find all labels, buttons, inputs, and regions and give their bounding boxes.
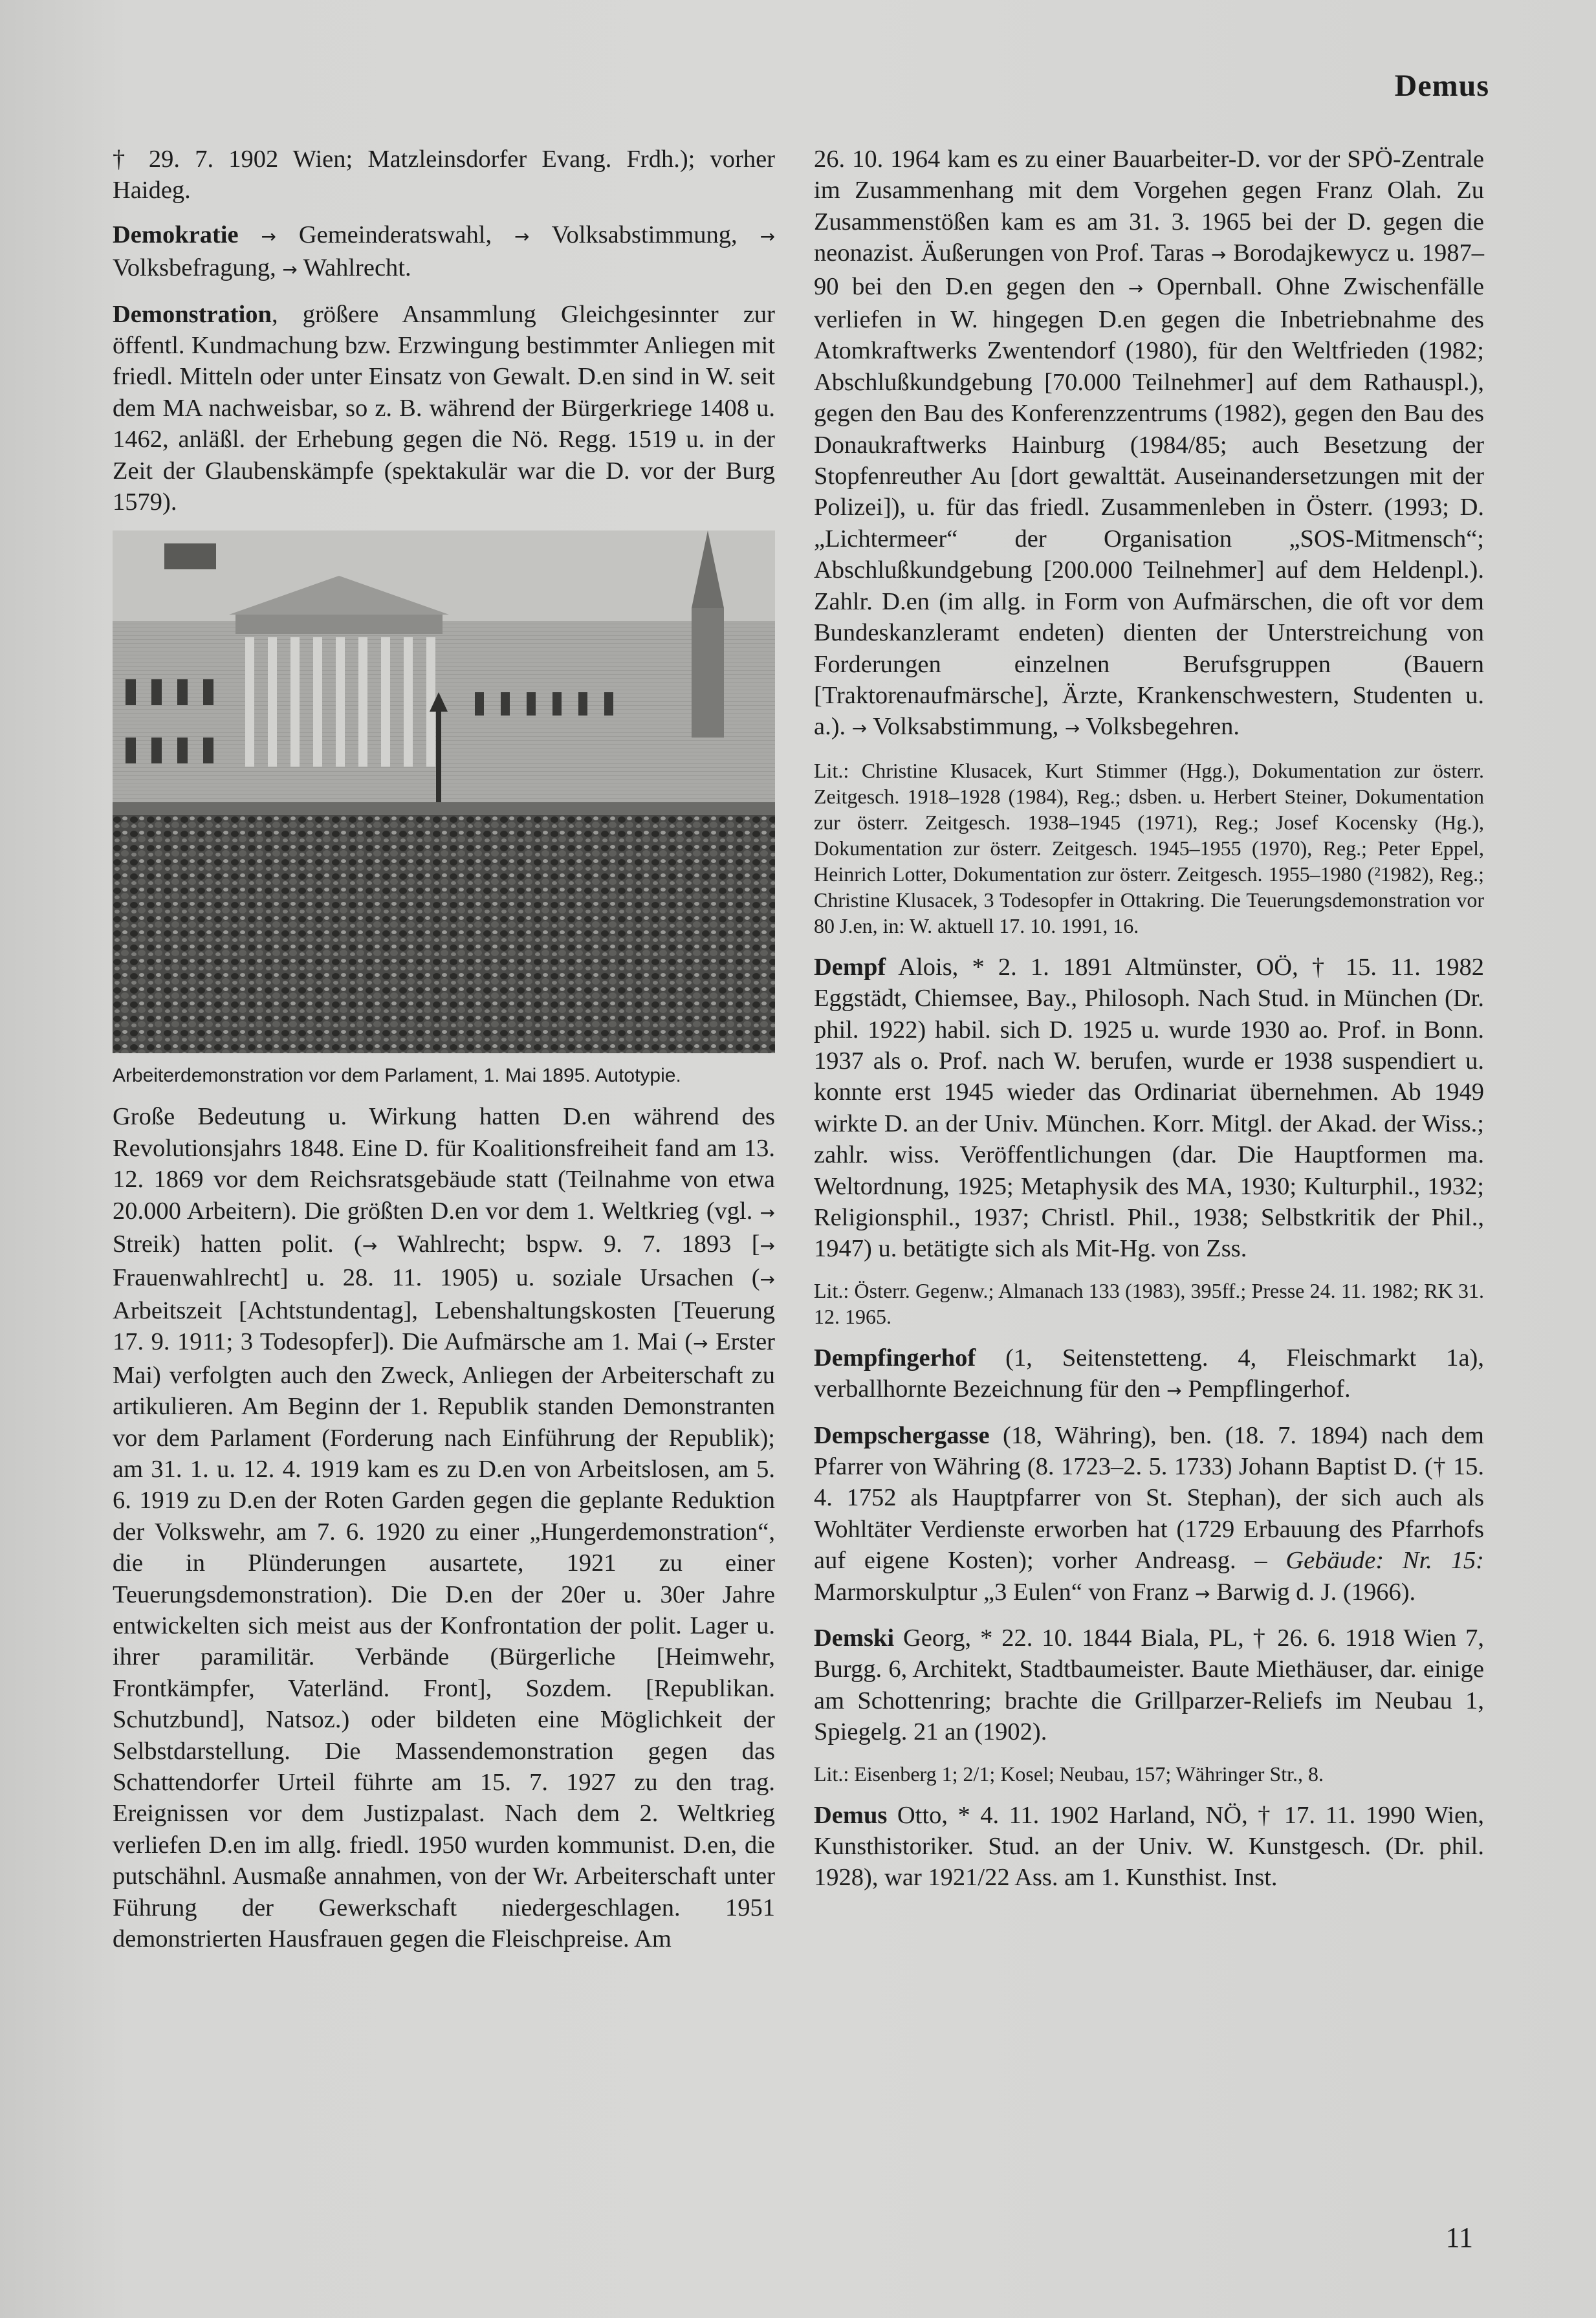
- entry-demski: [814, 1623, 1484, 1748]
- figure-photo: [113, 530, 775, 1053]
- right-column: [814, 144, 1484, 1907]
- entry-demonstration-cont: [814, 144, 1484, 745]
- lemma: Demski: [814, 1624, 895, 1652]
- arrow-right-icon: →: [1211, 244, 1227, 266]
- lemma: Dempfingerhof: [814, 1344, 976, 1372]
- entry-text: Erster Mai) verfolgten auch den Zweck, Anliegen der Arbeiterschaft zu artikulieren. Am Beginn der 1. Republik standen Demonstranten vor dem Parlament (Forderung nach Einführung der Republik); am 31. 1. u. 12. 4. 1919 kam es zu D.en von Arbeitslosen, am 5. 6. 1919 zu D.en der Roten Garden gegen die geplante Reduktion der Volkswehr, am 7. 6. 1920 zu einer „Hungerdemonstration“, die in Plünderungen ausartete, 1921 zu einer Teuerungsdemonstration). Die D.en der 20er u. 30er Jahre entwickelten sich meist aus der Konfrontation der polit. Lager u. ihrer paramilitär. Verbände (Bürgerliche [Heimwehr, Frontkämpfer, Vaterländ. Front], Sozdem. [Republikan. Schutzbund], Natsoz.) oder bildeten eine Möglichkeit der Selbstdarstellung. Die Massendemonstration gegen das Schattendorfer Urteil führte am 15. 7. 1927 zu den trag. Ereignissen vor dem Justizpalast. Nach dem 2. Weltkrieg verliefen D.en im allg. friedl. 1950 wurden kommunist. D.en, die putschähnl. Ausmaße annahmen, von der Wr. Arbeiterschaft unter Führung der Gewerkschaft niedergeschlagen. 1951 demonstrierten Hausfrauen gegen die Fleischpreise. Am: [113, 1328, 776, 1953]
- lemma: Demus: [814, 1801, 888, 1829]
- entry-text: Streik) hatten polit. (: [113, 1230, 362, 1258]
- entry-demus: [814, 1800, 1484, 1894]
- entry-text: Georg, * 22. 10. 1844 Biala, PL, † 26. 6. 1918 Wien 7, Burgg. 6, Architekt, Stadtbaumeister. Baute Miethäuser, dar. einige am Schottenring; brachte die Grillparzer-Reliefs im Neubau 1, Spiegelg. 21 an (1902).: [814, 1624, 1484, 1746]
- entry-demonstration: [113, 299, 775, 518]
- arrow-right-icon: →: [693, 1333, 708, 1355]
- entry-italic: Gebäude: Nr. 15:: [1285, 1547, 1484, 1575]
- entry-dempf: [814, 952, 1484, 1265]
- arrow-right-icon: →: [261, 225, 276, 247]
- arrow-right-icon: →: [362, 1235, 378, 1257]
- entry-text: Arbeitszeit [Achtstundentag], Lebenshaltungskosten [Teuerung 17. 9. 1911; 3 Todesopfer]). Die Aufmärsche am 1. Mai (: [113, 1296, 775, 1356]
- entry-text: Volksbegehren.: [1086, 713, 1240, 741]
- arrow-right-icon: →: [1064, 717, 1080, 739]
- entry-dempfingerhof: [814, 1342, 1484, 1407]
- arrow-right-icon: →: [760, 1268, 775, 1290]
- cross-ref-link[interactable]: Gemeinderatswahl,: [298, 221, 492, 248]
- entry-dempschergasse: [814, 1420, 1484, 1610]
- literature-note: Lit.: Eisenberg 1; 2/1; Kosel; Neubau, 157; Währinger Str., 8.: [814, 1762, 1324, 1786]
- figure-caption: Arbeiterdemonstration vor dem Parlament, 1. Mai 1895. Autotypie.: [113, 1065, 681, 1087]
- arrow-right-icon: →: [1195, 1582, 1210, 1604]
- entry-text: Otto, * 4. 11. 1902 Harland, NÖ, † 17. 11. 1990 Wien, Kunsthistoriker. Stud. an der Univ. W. Kunstgesch. (Dr. phil. 1928), war 1921/22 Ass. am 1. Kunsthist. Inst.: [814, 1801, 1484, 1892]
- lemma: Demonstration: [113, 300, 272, 328]
- entry-text: Volksabstimmung,: [873, 713, 1065, 741]
- entry-demokratie: [113, 219, 775, 286]
- arrow-right-icon: →: [760, 225, 776, 247]
- cross-ref-link[interactable]: Barwig d. J. (1966).: [1216, 1578, 1416, 1606]
- left-column: [113, 144, 775, 1967]
- literature-note: Lit.: Österr. Gegenw.; Almanach 133 (1983), 395ff.; Presse 24. 11. 1982; RK 31. 12. 1965.: [814, 1278, 1484, 1328]
- lemma: Dempf: [814, 953, 886, 981]
- cross-ref-link[interactable]: Volksbefragung,: [113, 254, 276, 282]
- entry-demonstration-body: [113, 1101, 775, 1954]
- arrow-right-icon: →: [1166, 1380, 1182, 1402]
- entry-text: Marmorskulptur „3 Eulen“ von Franz: [814, 1578, 1196, 1606]
- entry-text: Opernball. Ohne Zwischenfälle verliefen in W. hingegen D.en gegen die Inbetriebnahme des Atomkraftwerks Zwentendorf (1980), für den Weltfrieden (1982; Abschlußkundgebung [70.000 Teilnehmer] auf dem Rathauspl.), gegen den Bau des Konferenzzentrums (1982), gegen den Bau des Donaukraftwerks Hainburg (1984/85; auch Besetzung der Stopfenreuther Au [dort gewalttät. Auseinandersetzungen mit der Polizei]), u. für das friedl. Zusammenleben in Österr. (1993; D. „Lichtermeer“ der Organisation „SOS-Mitmensch“; Abschlußkundgebung [200.000 Teilnehmer] auf dem Heldenpl.). Zahlr. D.en (im allg. in Form von Aufmärschen, die oft vor dem Bundeskanzleramt endeten) dienten der Unterstreichung von Forderungen einzelnen Berufsgruppen (Bauern [Traktorenaufmärsche], Ärzte, Krankenschwestern, Studenten u. a.).: [814, 272, 1485, 741]
- entry-text: , größere Ansammlung Gleichgesinnter zur öffentl. Kundmachung bzw. Erzwingung bestimmter Anliegen mit friedl. Mitteln oder unter Einsatz von Gewalt. D.en sind in W. seit dem MA nachweisbar, so z. B. während der Bürgerkriege 1408 u. 1462, anläßl. der Erhebung gegen die Nö. Regg. 1519 u. in der Zeit der Glaubenskämpfe (spektakulär war die D. vor der Burg 1579).: [113, 300, 775, 516]
- arrow-right-icon: →: [851, 717, 868, 739]
- arrow-right-icon: →: [760, 1201, 775, 1223]
- lemma: Demokratie: [113, 221, 239, 248]
- cross-ref-link[interactable]: Pempflingerhof.: [1188, 1375, 1351, 1403]
- cross-ref-link[interactable]: Volksabstimmung,: [551, 221, 738, 248]
- entry-text: Wahlrecht; bspw. 9. 7. 1893 [: [397, 1230, 760, 1258]
- lemma: Dempschergasse: [814, 1421, 990, 1449]
- entry-text: (18, Währing), ben. (18. 7. 1894) nach dem Pfarrer von Währing (8. 1723–2. 5. 1733) Johann Baptist D. († 15. 4. 1752 als Hauptpfarrer von St. Stephan), der sich auch als Wohltäter Verdienste erworben hat (1729 Erbauung des Pfarrhofs auf eigene Kosten); vorher Andreasg. –: [814, 1421, 1484, 1575]
- arrow-right-icon: →: [514, 225, 530, 247]
- entry-text: Große Bedeutung u. Wirkung hatten D.en während des Revolutionsjahrs 1848. Eine D. für Koalitionsfreiheit fand am 13. 12. 1869 vor dem Reichsratsgebäude statt (Teilnahme von etwa 20.000 Arbeitern). Die größten D.en vor dem 1. Weltkrieg (vgl.: [113, 1103, 775, 1225]
- arrow-right-icon: →: [1128, 277, 1144, 299]
- arrow-right-icon: →: [282, 259, 298, 281]
- entry-text: Borodajkewycz u. 1987–90 bei den D.en gegen den: [814, 239, 1485, 300]
- running-head: Demus: [1394, 69, 1489, 103]
- parliament-crowd-illustration: [113, 530, 775, 1053]
- entry-continuation: † 29. 7. 1902 Wien; Matzleinsdorfer Evang. Frdh.); vorher Haideg.: [113, 146, 775, 204]
- page-number: 11: [1445, 2222, 1473, 2253]
- arrow-right-icon: →: [760, 1235, 775, 1257]
- entry-text: Alois, * 2. 1. 1891 Altmünster, OÖ, † 15. 11. 1982 Eggstädt, Chiemsee, Bay., Philosoph. Nach Stud. in München (Dr. phil. 1922) habil. sich D. 1925 u. wurde 1930 ao. Prof. in Bonn. 1937 als o. Prof. nach W. berufen, wurde er 1938 suspendiert u. konnte erst 1945 wieder das Ordinariat übernehmen. Ab 1949 wirkte D. an der Univ. München. Korr. Mitgl. der Akad. der Wiss.; zahlr. wiss. Veröffentlichungen (dar. Die Hauptformen ma. Weltordnung, 1925; Metaphysik des MA, 1930; Kulturphil., 1932; Religionsphil., 1937; Christl. Phil., 1938; Selbstkritik der Phil., 1947) u. betätigte sich als Mit-Hg. von Zss.: [814, 953, 1484, 1263]
- literature-note: Lit.: Christine Klusacek, Kurt Stimmer (Hgg.), Dokumentation zur österr. Zeitgesch. 1918–1928 (1984), Reg.; dsben. u. Herbert Steiner, Dokumentation zur österr. Zeitgesch. 1938–1945 (1971), Reg.; Josef Kocensky (Hg.), Dokumentation zur österr. Zeitgesch. 1945–1955 (1970), Reg.; Peter Eppel, Heinrich Lotter, Dokumentation zur österr. Zeitgesch. 1955–1980 (²1982), Reg.; Christine Klusacek, 3 Todesopfer in Ottakring. Die Teuerungsdemonstration vor 80 J.en, in: W. aktuell 17. 10. 1991, 16.: [814, 758, 1484, 937]
- cross-ref-link[interactable]: Wahlrecht.: [303, 254, 411, 282]
- entry-text: 26. 10. 1964 kam es zu einer Bauarbeiter-D. vor der SPÖ-Zentrale im Zusammenhang mit dem Vorgehen gegen Franz Olah. Zu Zusammenstößen kam es am 31. 3. 1965 bei der D. gegen die neonazist. Äußerungen von Prof. Taras: [814, 146, 1484, 267]
- entry-text: (1, Seitenstetteng. 4, Fleischmarkt 1a), verballhornte Bezeichnung für den: [814, 1344, 1484, 1403]
- entry-text: Frauenwahlrecht] u. 28. 11. 1905) u. soziale Ursachen (: [113, 1263, 760, 1291]
